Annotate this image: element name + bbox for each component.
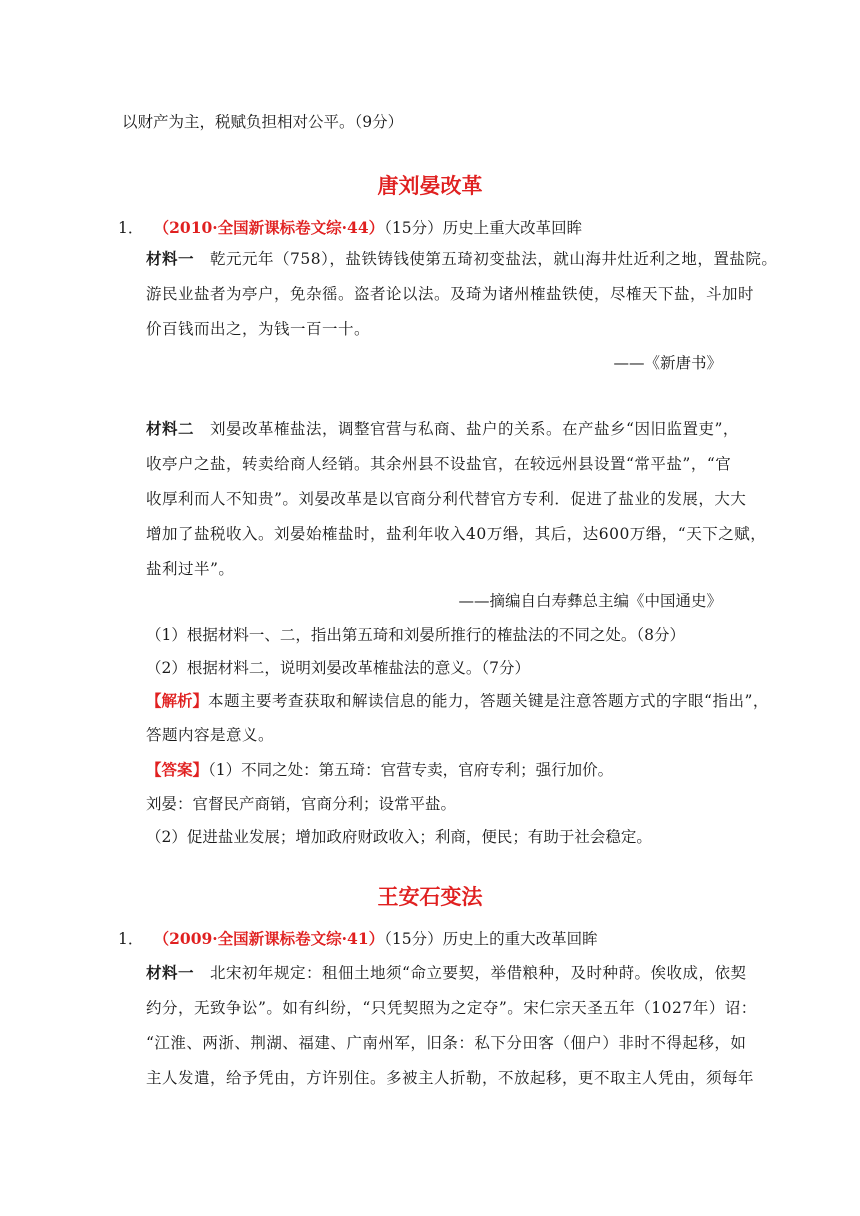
- material-line: 价百钱而出之，为钱一百一十。: [146, 320, 371, 338]
- material-text: 乾元元年（758），盐铁铸钱使第五琦初变盐法，就山海井灶近利之地，置盐院。: [210, 250, 778, 268]
- material-label: 材料二: [146, 419, 195, 438]
- material-source: ——摘编自白寿彝总主编《中国通史》: [458, 592, 722, 610]
- analysis-label: 【解析】: [146, 691, 209, 710]
- answer-label: 【答案】: [146, 760, 209, 779]
- material-text: 刘晏改革榷盐法，调整官营与私商、盐户的关系。在产盐乡“因旧监置吏”，: [210, 420, 739, 438]
- answer-text: （1）不同之处：第五琦：官营专卖，官府专利；强行加价。: [208, 761, 614, 779]
- material-line: 增加了盐税收入。刘晏始榷盐时，盐利年收入40万缗，其后，达600万缗，“天下之赋，: [146, 525, 767, 543]
- answer-line: 刘晏：官督民产商销，官商分利；设常平盐。: [146, 795, 457, 813]
- material-line: [146, 961, 746, 983]
- material-line: 约分，无致争讼”。如有纠纷，“只凭契照为之定夺”。宋仁宗天圣五年（1027年）诏：: [146, 999, 757, 1017]
- material-source: ——《新唐书》: [613, 354, 722, 372]
- material-line: [146, 247, 777, 269]
- material-text: 北宋初年规定：租佃土地须“命立要契，举借粮种，及时种莳。俟收成，依契: [210, 964, 747, 982]
- material-label: 材料一: [146, 249, 195, 268]
- material-line: 主人发遣，给予凭由，方许别住。多被主人折勒，不放起移，更不取主人凭由，须每年: [146, 1069, 755, 1087]
- sub-question-2: （2）根据材料二，说明刘晏改革榷盐法的意义。（7分）: [146, 659, 530, 677]
- question-number: 1．: [118, 219, 144, 237]
- question-points: （15分）历史上重大改革回眸: [384, 219, 583, 237]
- analysis-line: [146, 689, 769, 711]
- material-line: 游民业盐者为亭户，免杂徭。盗者论以法。及琦为诸州榷盐铁使，尽榷天下盐，斗加时: [146, 285, 755, 303]
- top-line: 以财产为主，税赋负担相对公平。（9分）: [122, 113, 404, 131]
- answer-line: （2）促进盐业发展；增加政府财政收入；利商，便民；有助于社会稳定。: [146, 828, 652, 846]
- question-source: （2010·全国新课标卷文综·44）: [161, 218, 385, 237]
- section-heading-liu-yan: 唐刘晏改革: [377, 174, 483, 198]
- question-number: 1．: [118, 930, 144, 948]
- material-line: 收厚利而人不知贵”。刘晏改革是以官商分利代替官方专利．促进了盐业的发展，大大: [146, 490, 747, 508]
- analysis-line: 答题内容是意义。: [146, 726, 275, 744]
- question-source: （2009·全国新课标卷文综·41）: [161, 929, 385, 948]
- question-points: （15分）历史上的重大改革回眸: [384, 930, 598, 948]
- analysis-text: 本题主要考查获取和解读信息的能力，答题关键是注意答题方式的字眼“指出”，: [208, 692, 769, 710]
- material-label: 材料一: [146, 963, 195, 982]
- material-line: [146, 417, 739, 439]
- material-line: 盐利过半”。: [146, 560, 235, 578]
- question-header: [118, 216, 582, 238]
- material-line: 收亭户之盐，转卖给商人经销。其余州县不设盐官，在较远州县设置“常平盐”，“官: [146, 455, 732, 473]
- sub-question-1: （1）根据材料一、二，指出第五琦和刘晏所推行的榷盐法的不同之处。（8分）: [146, 626, 685, 644]
- material-line: “江淮、两浙、荆湖、福建、广南州军，旧条：私下分田客（佃户）非时不得起移，如: [146, 1034, 747, 1052]
- answer-line: [146, 758, 613, 780]
- question-header: [118, 927, 598, 949]
- section-heading-wang-anshi: 王安石变法: [377, 885, 483, 909]
